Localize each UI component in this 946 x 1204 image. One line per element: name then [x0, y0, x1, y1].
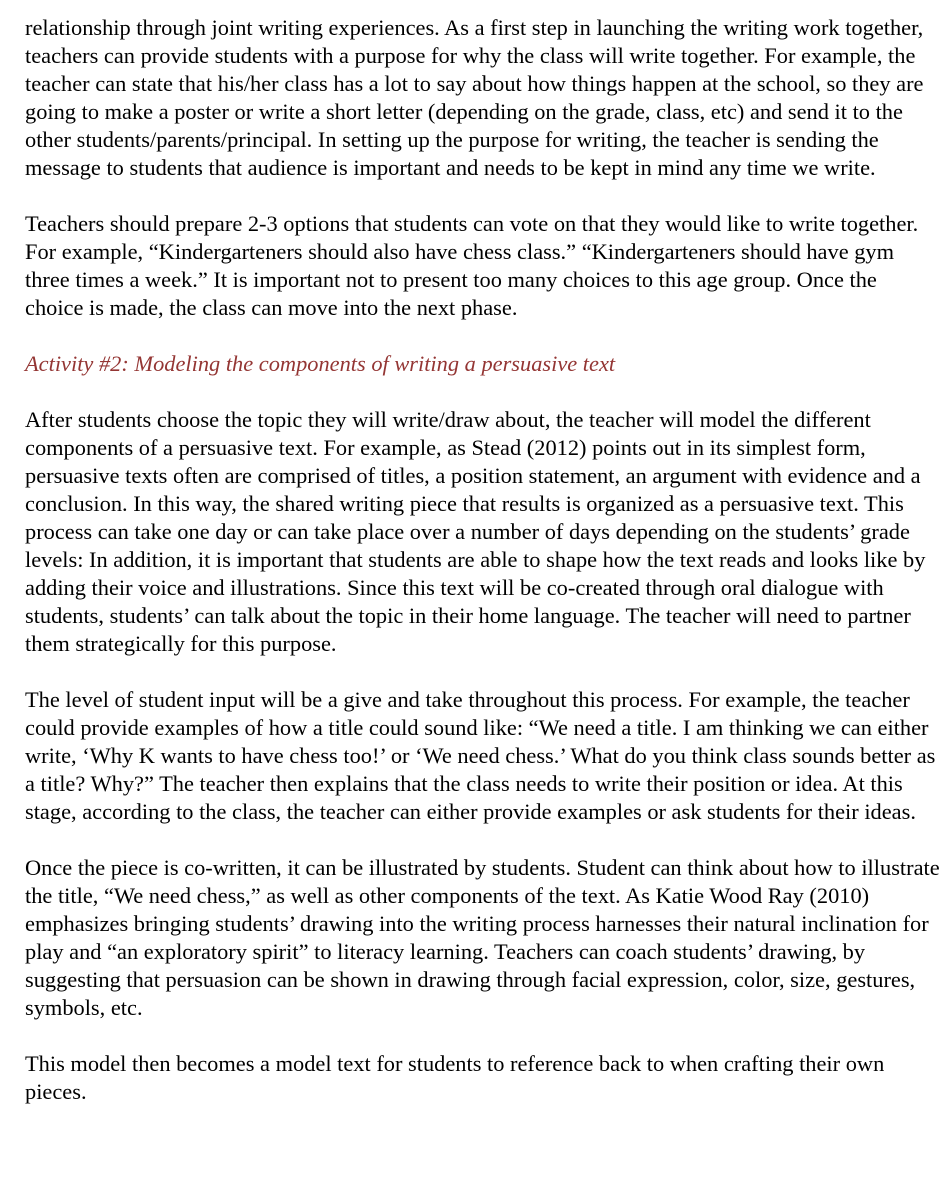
- paragraph-purpose: relationship through joint writing experiences. As a first step in launching the writing work together, teachers can provide students with a purpose for why the class will write together. For example, the teacher can state that his/her class has a lot to say about how things happen at the school, so they are going to make a poster or write a short letter (depending on the grade, class, etc) and send it to the other students/parents/principal. In setting up the purpose for writing, the teacher is sending the message to students that audience is important and needs to be kept in mind any time we write.: [25, 15, 924, 180]
- paragraph-vote-options: Teachers should prepare 2-3 options that students can vote on that they would like to write together. For example, “Kindergarteners should also have chess class.” “Kindergarteners should have gym three times a week.” It is important not to present too many choices to this age group. Once the choice is made, the class can move into the next phase.: [25, 211, 919, 320]
- paragraph-model-text: This model then becomes a model text for students to reference back to when crafting their own pieces.: [25, 1051, 885, 1104]
- paragraph-model-components: After students choose the topic they will write/draw about, the teacher will model the different components of a persuasive text. For example, as Stead (2012) points out in its simplest form, persuasive texts often are comprised of titles, a position statement, an argument with evidence and a conclusion. In this way, the shared writing piece that results is organized as a persuasive text. This process can take one day or can take place over a number of days depending on the students’ grade levels: In addition, it is important that students are able to shape how the text reads and looks like by adding their voice and illustrations. Since this text will be co-created through oral dialogue with students, students’ can talk about the topic in their home language. The teacher will need to partner them strategically for this purpose.: [25, 407, 926, 656]
- document-page: [25, 14, 940, 1106]
- activity-heading: Activity #2: Modeling the components of writing a persuasive text: [25, 351, 616, 376]
- paragraph-illustration: Once the piece is co-written, it can be illustrated by students. Student can think about how to illustrate the title, “We need chess,” as well as other components of the text. As Katie Wood Ray (2010) emphasizes bringing students’ drawing into the writing process harnesses their natural inclination for play and “an exploratory spirit” to literacy learning. Teachers can coach students’ drawing, by suggesting that persuasion can be shown in drawing through facial expression, color, size, gestures, symbols, etc.: [25, 855, 940, 1020]
- paragraph-student-input: The level of student input will be a give and take throughout this process. For example, the teacher could provide examples of how a title could sound like: “We need a title. I am thinking we can either write, ‘Why K wants to have chess too!’ or ‘We need chess.’ What do you think class sounds better as a title? Why?” The teacher then explains that the class needs to write their position or idea. At this stage, according to the class, the teacher can either provide examples or ask students for their ideas.: [25, 687, 936, 824]
